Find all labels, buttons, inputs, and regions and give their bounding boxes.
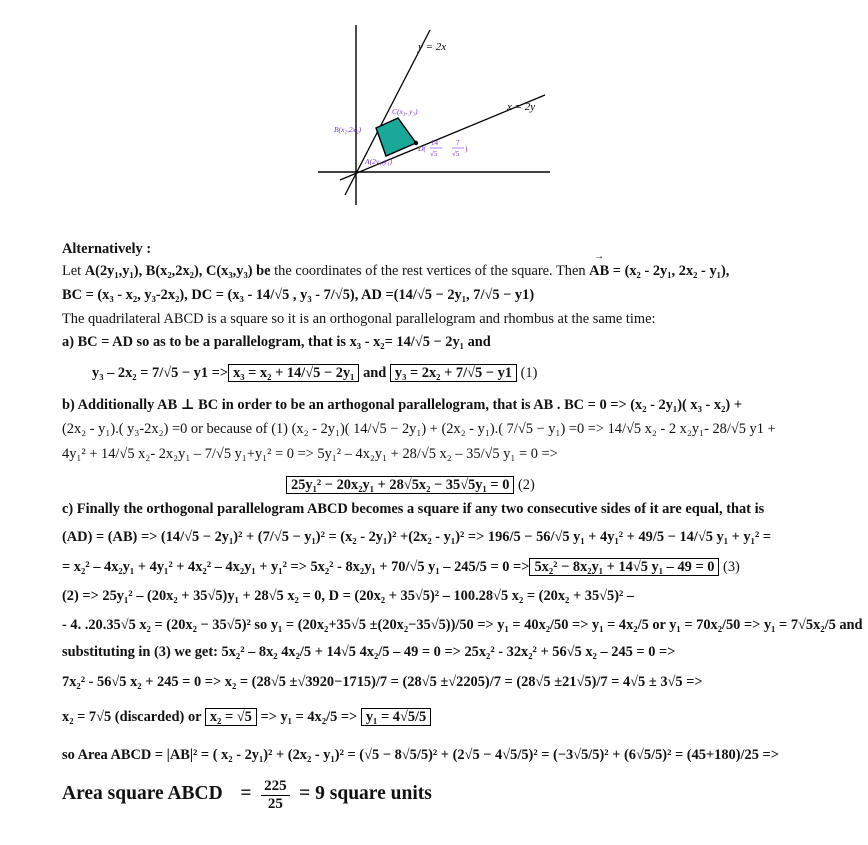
line-10: c) Finally the orthogonal parallelogram ABCD becomes a square if any two consecutive sides of it are equal, that is <box>62 501 765 517</box>
line-17-b: => y₁ = 4x₂/5 => <box>256 709 361 725</box>
label-b: B(x₂,2x₂) <box>334 125 362 134</box>
line-17-a: x₂ = 7√5 (discarded) or <box>62 709 205 725</box>
line-5 <box>92 364 537 382</box>
line-1-vector-ab: → AB <box>589 262 609 280</box>
final-answer <box>62 778 432 813</box>
boxed-x2: x₂ = √5 <box>205 708 257 726</box>
line-5-a: y₃ – 2x₂ = 7/√5 − y1 => <box>92 365 229 381</box>
line-5-and: and <box>359 365 390 381</box>
label-y-2x: y = 2x <box>418 41 447 53</box>
line-16: 7x₂² - 56√5 x₂ + 245 = 0 => x₂ = (28√5 ±√3920−1715)/7 = (28√5 ±√2205)/7 = (28√5 ±21√5)/7 = 4√5 ± 3√5 => <box>62 674 703 690</box>
final-fraction <box>261 778 290 813</box>
line-7: (2x₂ - y₁).( y₃-2x₂) =0 or because of (1) (x₂ - 2y₁)( 14/√5 − 2y₁) + (2x₂ - y₁).( 7/√5 − y₁) =0 => 14/√5 x₂ - 2 x₂y₁- 28/√5 y1 + <box>62 421 776 437</box>
line-12-a: = x₂² – 4x₂y₁ + 4y₁² + 4x₂² – 4x₂y₁ + y₁² => 5x₂² - 8x₂y₁ + 70/√5 y₁ – 245/5 = 0 => <box>62 559 530 575</box>
line-8: 4y₁² + 14/√5 x₂- 2x₂y₁ – 7/√5 y₁+y₁² = 0 => 5y₁² – 4x₂y₁ + 28/√5 x₂ – 35/√5 y₁ = 0 => <box>62 446 558 462</box>
label-d-prefix: D( <box>418 144 426 153</box>
line-1-c: the coordinates of the rest vertices of the square. Then <box>270 263 590 279</box>
line-15: substituting in (3) we get: 5x₂² – 8x₂ 4x₂/5 + 14√5 4x₂/5 – 49 = 0 => 25x₂² - 32x₂² + 56√5 x₂ – 245 = 0 => <box>62 644 676 660</box>
line-1-b: A(2y₁,y₁), B(x₂,2x₂), C(x₃,y₃) be <box>84 263 271 279</box>
final-numerator: 225 <box>261 778 290 796</box>
final-equals: = <box>240 782 252 804</box>
label-c: C(x₃, y₃) <box>392 107 418 116</box>
line-9 <box>286 476 535 494</box>
label-d-n1: 14 <box>431 139 438 147</box>
line-1-e: = (x₂ - 2y₁, 2x₂ - y₁), <box>609 263 730 279</box>
alternatively-heading: Alternatively : <box>62 241 152 257</box>
line-17 <box>62 708 431 726</box>
label-d-d2: √5 <box>452 150 460 158</box>
line-12 <box>62 558 740 576</box>
line-13: (2) => 25y₁² – (20x₂ + 35√5)y₁ + 28√5 x₂ = 0, D = (20x₂ + 35√5)² – 100.28√5 x₂ = (20x₂ + 35√5)² – <box>62 588 635 604</box>
boxed-equation-2: 25y₁² − 20x₂y₁ + 28√5x₂ − 35√5y₁ = 0 <box>286 476 514 494</box>
line-3: The quadrilateral ABCD is a square so it is an orthogonal parallelogram and rhombus at the same time: <box>62 311 656 327</box>
line-6: b) Additionally AB ⊥ BC in order to be an arthogonal parallelogram, that is AB . BC = 0 => (x₂ - 2y₁)( x₃ - x₂) + <box>62 397 743 413</box>
boxed-x3: x₃ = x₂ + 14/√5 − 2y₁ <box>228 364 359 382</box>
line-2: BC = (x₃ - x₂, y₃-2x₂), DC = (x₃ - 14/√5 , y₃ - 7/√5), AD =(14/√5 − 2y₁, 7/√5 − y1) <box>62 287 535 303</box>
label-a: A(2y₁,y₁) <box>365 157 393 166</box>
line-11: (AD) = (AB) => (14/√5 − 2y₁)² + (7/√5 − y₁)² = (x₂ - 2y₁)² +(2x₂ - y₁)² => 196/5 − 56/√5 y₁ + 4y₁² + 49/5 − 14/√5 y₁ + y₁² = <box>62 529 772 545</box>
label-d-n2: 7 <box>456 139 460 147</box>
line-14: - 4. .20.35√5 x₂ = (20x₂ − 35√5)² so y₁ = (20x₂+35√5 ±(20x₂−35√5))/50 => y₁ = 40x₂/50 => y₁ = 4x₂/5 or y₁ = 70x₂/50 => y₁ = 7√5x₂/5 and <box>62 617 863 633</box>
label-d-d1: √5 <box>430 150 438 158</box>
final-result: = 9 square units <box>299 782 432 804</box>
boxed-equation-3: 5x₂² − 8x₂y₁ + 14√5 y₁ – 49 = 0 <box>529 558 719 576</box>
line-1 <box>62 262 729 280</box>
line-4: a) BC = AD so as to be a parallelogram, that is x₃ - x₂= 14/√5 − 2y₁ and <box>62 334 491 350</box>
coordinate-figure <box>0 0 868 220</box>
line-5-tag: (1) <box>516 365 538 381</box>
boxed-y3: y₃ = 2x₂ + 7/√5 − y1 <box>390 364 517 382</box>
line-12-tag: (3) <box>719 559 740 575</box>
line-1-a: Let <box>62 263 85 279</box>
line-18: so Area ABCD = |AB|² = ( x₂ - 2y₁)² + (2x₂ - y₁)² = (√5 − 8√5/5)² + (2√5 − 4√5/5)² = (−3√5/5)² + (6√5/5)² = (45+180)/25 => <box>62 747 779 763</box>
line-9-tag: (2) <box>514 477 535 493</box>
final-label: Area square ABCD <box>62 782 223 804</box>
boxed-y1: y₁ = 4√5/5 <box>361 708 431 726</box>
label-x-2y: x = 2y <box>507 101 536 113</box>
final-denominator: 25 <box>267 796 283 812</box>
label-d-suffix: ) <box>465 144 468 153</box>
